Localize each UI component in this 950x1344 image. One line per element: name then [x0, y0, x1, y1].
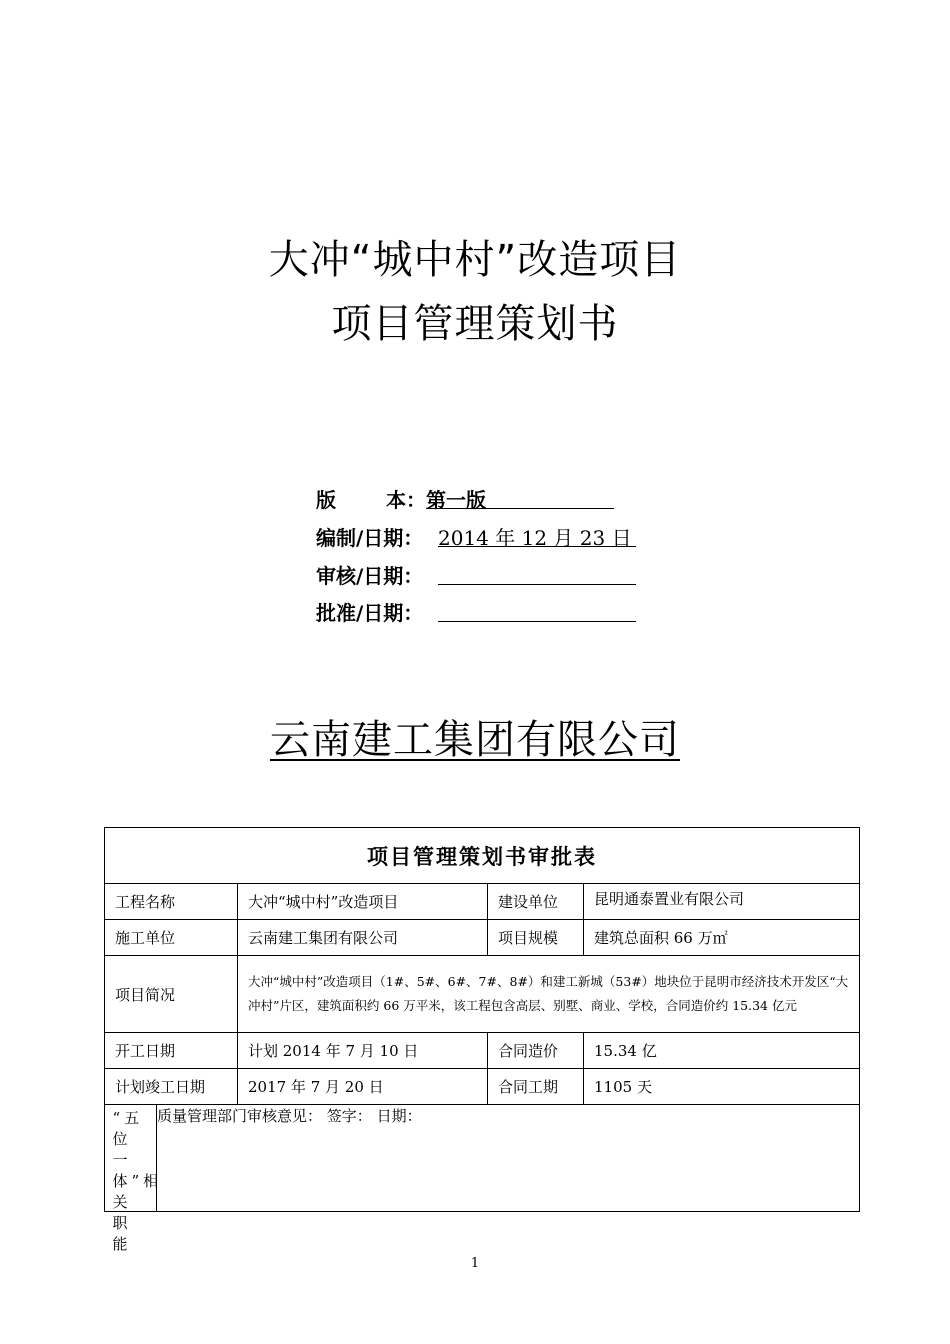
contractor-label: 施工单位	[105, 920, 238, 956]
start-date-value: 计划 2014 年 7 月 10 日	[238, 1033, 488, 1069]
five-in-one-row-cell	[105, 1105, 860, 1253]
approval-table	[104, 827, 860, 1253]
contract-duration-value: 1105 天	[584, 1069, 860, 1105]
document-title-line1: 大冲“城中村”改造项目	[268, 237, 682, 283]
company-name: 云南建工集团有限公司	[270, 717, 680, 763]
review-row	[316, 560, 636, 588]
document-title-line2: 项目管理策划书	[331, 301, 619, 347]
table-row	[105, 1033, 860, 1069]
table-row	[105, 1105, 860, 1212]
scale-value: 建筑总面积 66 万㎡	[584, 920, 860, 956]
owner-label: 建设单位	[488, 884, 584, 920]
approve-row	[316, 597, 636, 625]
date-label: 日期：	[376, 1107, 422, 1125]
start-date-label: 开工日期	[105, 1033, 238, 1069]
table-row	[105, 1069, 860, 1105]
approval-table-title: 项目管理策划书审批表	[105, 828, 860, 884]
table-row	[105, 884, 860, 920]
compiled-row	[316, 522, 636, 550]
quality-review-cell	[157, 1105, 859, 1211]
table-row	[105, 956, 860, 1033]
table-row	[105, 920, 860, 956]
version-label: 版 本：	[316, 488, 426, 512]
compiled-value: 2014 年 12 月 23 日	[438, 522, 636, 547]
project-name-label: 工程名称	[105, 884, 238, 920]
scale-label: 项目规模	[488, 920, 584, 956]
approve-label: 批准/日期：	[316, 601, 424, 625]
page-number: 1	[470, 1256, 480, 1271]
five-in-one-label: “五位一体”相关职能	[105, 1105, 157, 1211]
intro-label: 项目简况	[105, 956, 238, 1033]
project-name-value: 大冲“城中村”改造项目	[238, 884, 488, 920]
version-value: 第一版	[426, 484, 614, 509]
owner-value: 昆明通泰置业有限公司	[584, 884, 860, 920]
compiled-label: 编制/日期：	[316, 526, 424, 550]
finish-date-value: 2017 年 7 月 20 日	[238, 1069, 488, 1105]
signature-label: 签字：	[326, 1107, 372, 1125]
review-label: 审核/日期：	[316, 564, 424, 588]
approve-value	[438, 597, 636, 622]
contractor-value: 云南建工集团有限公司	[238, 920, 488, 956]
contract-price-label: 合同造价	[488, 1033, 584, 1069]
intro-value: 大冲“城中村”改造项目（1#、5#、6#、7#、8#）和建工新城（53#）地块位于昆明市经济技术开发区“大冲村”片区，建筑面积约 66 万平米，该工程包含高层、别墅、商业、学校，合同造价约 15.34 亿元	[238, 956, 860, 1033]
approval-table-title-row	[105, 828, 860, 884]
review-value	[438, 560, 636, 585]
contract-duration-label: 合同工期	[488, 1069, 584, 1105]
version-row	[316, 484, 614, 512]
contract-price-value: 15.34 亿	[584, 1033, 860, 1069]
quality-review-label: 质量管理部门审核意见：	[157, 1107, 323, 1125]
finish-date-label: 计划竣工日期	[105, 1069, 238, 1105]
